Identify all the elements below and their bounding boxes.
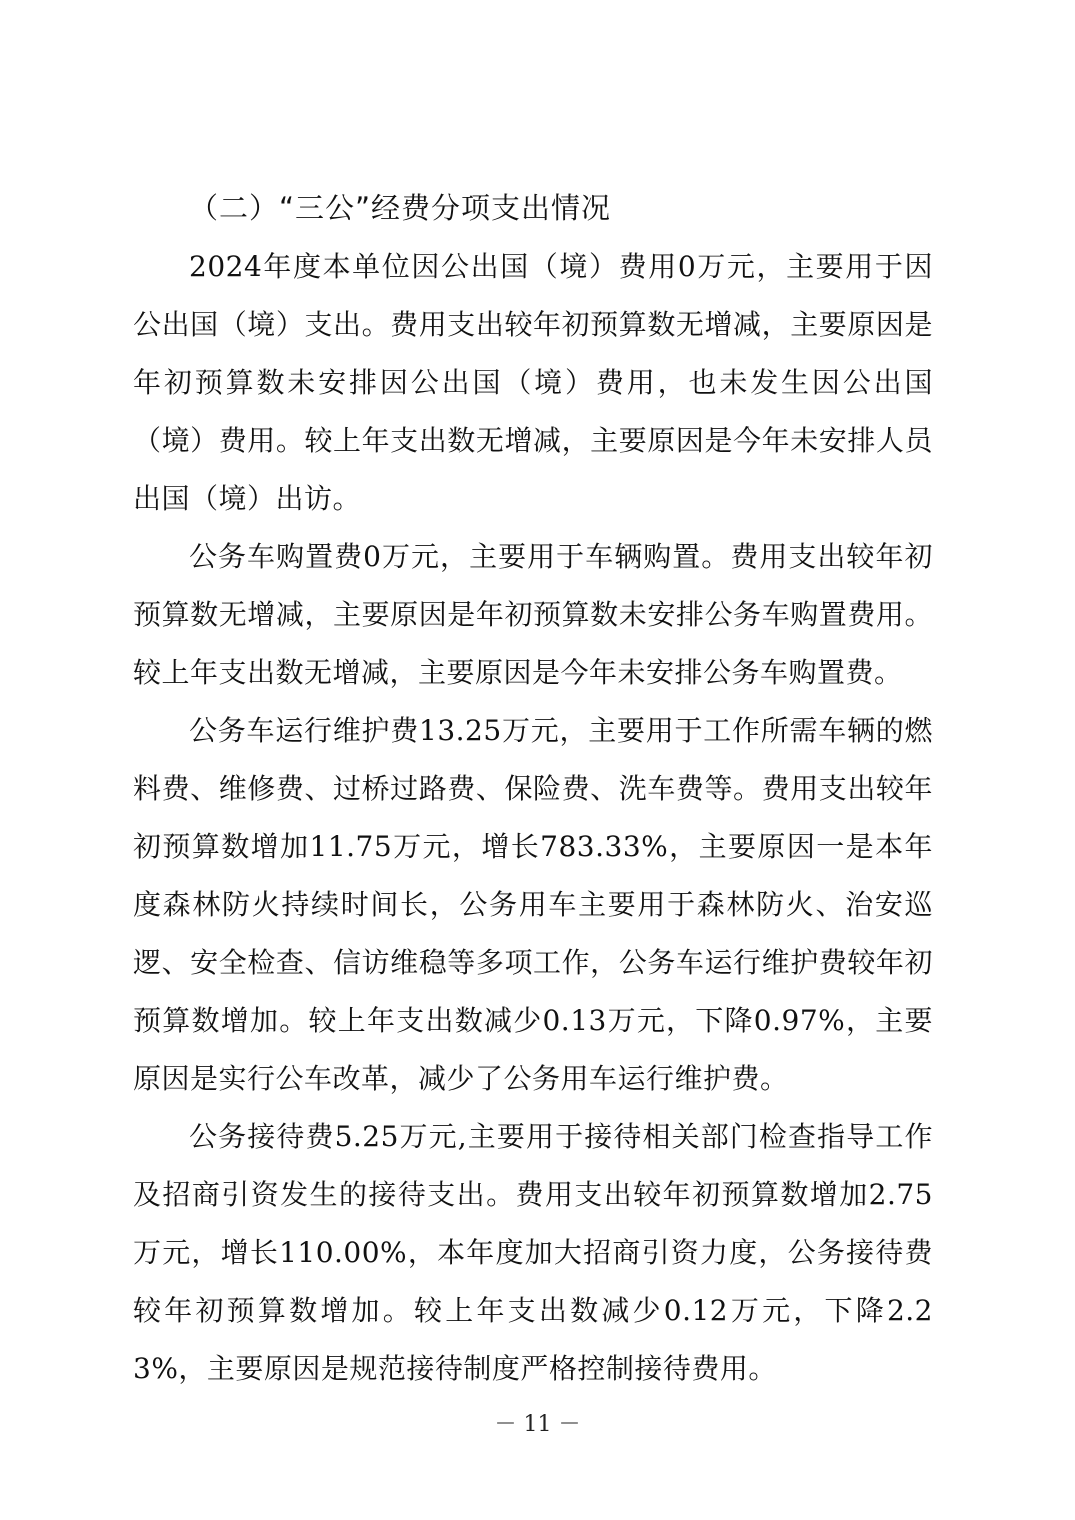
page-number: － 11 － <box>494 1412 581 1437</box>
section-heading: （二）“三公”经费分项支出情况 <box>189 191 612 225</box>
paragraph-overseas-travel: 2024年度本单位因公出国（境）费用0万元，主要用于因公出国（境）支出。费用支出较年初预算数无增减，主要原因是年初预算数未安排因公出国（境）费用，也未发生因公出国（境）费用。较上年支出数无增减，主要原因是今年未安排人员出国（境）出访。 <box>133 250 933 515</box>
paragraph-vehicle-maintenance: 公务车运行维护费13.25万元，主要用于工作所需车辆的燃料费、维修费、过桥过路费、保险费、洗车费等。费用支出较年初预算数增加11.75万元，增长783.33%，主要原因一是本年度森林防火持续时间长，公务用车主要用于森林防火、治安巡逻、安全检查、信访维稳等多项工作，公务车运行维护费较年初预算数增加。较上年支出数减少0.13万元，下降0.97%，主要原因是实行公车改革，减少了公务用车运行维护费。 <box>133 714 933 1095</box>
paragraph-vehicle-purchase: 公务车购置费0万元，主要用于车辆购置。费用支出较年初预算数无增减，主要原因是年初预算数未安排公务车购置费用。较上年支出数无增减，主要原因是今年未安排公务车购置费。 <box>133 540 933 689</box>
document-body <box>133 178 933 1398</box>
paragraph-official-reception: 公务接待费5.25万元,主要用于接待相关部门检查指导工作及招商引资发生的接待支出。费用支出较年初预算数增加2.75万元，增长110.00%，本年度加大招商引资力度，公务接待费较年初预算数增加。较上年支出数减少0.12万元，下降2.23%，主要原因是规范接待制度严格控制接待费用。 <box>133 1120 933 1385</box>
